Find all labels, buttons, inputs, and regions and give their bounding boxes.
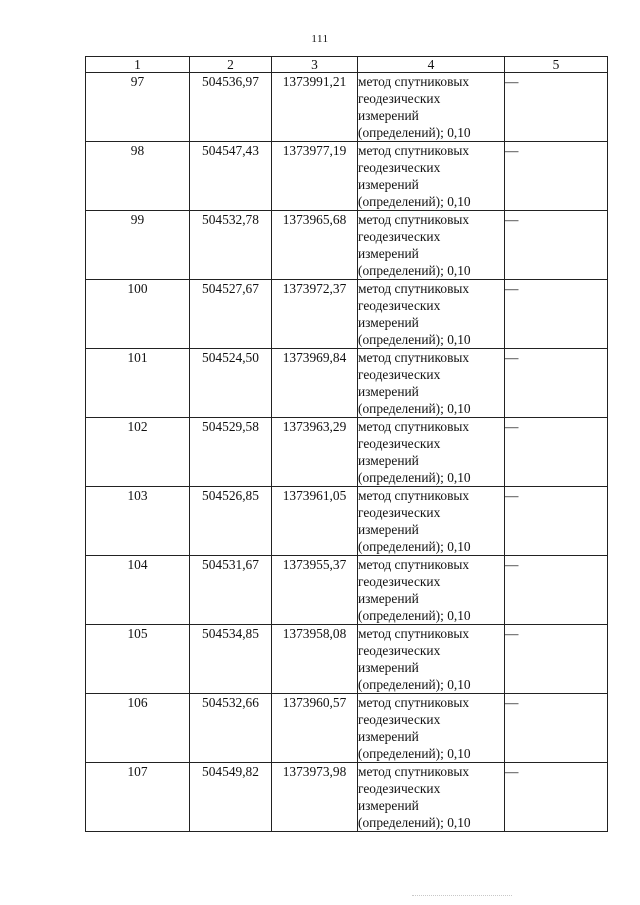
x-coordinate-cell: 504527,67	[190, 280, 272, 349]
table-row	[86, 73, 608, 142]
table-row	[86, 556, 608, 625]
column-5-cell: —	[505, 418, 608, 487]
x-coordinate-cell: 504534,85	[190, 625, 272, 694]
method-accuracy-cell: метод спутниковых геодезических измерений (определений); 0,10	[358, 763, 505, 832]
column-5-cell: —	[505, 349, 608, 418]
table-row	[86, 625, 608, 694]
y-coordinate-cell: 1373977,19	[272, 142, 358, 211]
point-number-cell: 102	[86, 418, 190, 487]
header-col-5: 5	[505, 57, 608, 73]
column-5-cell: —	[505, 280, 608, 349]
table-row	[86, 280, 608, 349]
method-accuracy-cell: метод спутниковых геодезических измерений (определений); 0,10	[358, 556, 505, 625]
x-coordinate-cell: 504547,43	[190, 142, 272, 211]
page-number: 111	[311, 33, 329, 45]
y-coordinate-cell: 1373961,05	[272, 487, 358, 556]
method-accuracy-cell: метод спутниковых геодезических измерений (определений); 0,10	[358, 694, 505, 763]
header-col-3: 3	[272, 57, 358, 73]
method-accuracy-cell: метод спутниковых геодезических измерений (определений); 0,10	[358, 349, 505, 418]
y-coordinate-cell: 1373960,57	[272, 694, 358, 763]
column-5-cell: —	[505, 556, 608, 625]
table-row	[86, 763, 608, 832]
header-row	[86, 57, 608, 73]
coordinates-table	[85, 56, 608, 832]
column-5-cell: —	[505, 487, 608, 556]
table-row	[86, 418, 608, 487]
y-coordinate-cell: 1373958,08	[272, 625, 358, 694]
method-accuracy-cell: метод спутниковых геодезических измерений (определений); 0,10	[358, 280, 505, 349]
table-row	[86, 142, 608, 211]
point-number-cell: 98	[86, 142, 190, 211]
table-body	[86, 73, 608, 832]
header-col-1: 1	[86, 57, 190, 73]
point-number-cell: 106	[86, 694, 190, 763]
point-number-cell: 104	[86, 556, 190, 625]
x-coordinate-cell: 504532,66	[190, 694, 272, 763]
point-number-cell: 99	[86, 211, 190, 280]
header-col-2: 2	[190, 57, 272, 73]
table-row	[86, 349, 608, 418]
method-accuracy-cell: метод спутниковых геодезических измерений (определений); 0,10	[358, 211, 505, 280]
column-5-cell: —	[505, 142, 608, 211]
x-coordinate-cell: 504529,58	[190, 418, 272, 487]
scan-artifact	[412, 895, 512, 900]
column-5-cell: —	[505, 625, 608, 694]
method-accuracy-cell: метод спутниковых геодезических измерений (определений); 0,10	[358, 625, 505, 694]
x-coordinate-cell: 504549,82	[190, 763, 272, 832]
x-coordinate-cell: 504526,85	[190, 487, 272, 556]
x-coordinate-cell: 504531,67	[190, 556, 272, 625]
y-coordinate-cell: 1373973,98	[272, 763, 358, 832]
method-accuracy-cell: метод спутниковых геодезических измерений (определений); 0,10	[358, 418, 505, 487]
table-row	[86, 487, 608, 556]
point-number-cell: 100	[86, 280, 190, 349]
column-5-cell: —	[505, 73, 608, 142]
y-coordinate-cell: 1373972,37	[272, 280, 358, 349]
header-col-4: 4	[358, 57, 505, 73]
point-number-cell: 103	[86, 487, 190, 556]
y-coordinate-cell: 1373991,21	[272, 73, 358, 142]
method-accuracy-cell: метод спутниковых геодезических измерений (определений); 0,10	[358, 142, 505, 211]
table-row	[86, 211, 608, 280]
y-coordinate-cell: 1373963,29	[272, 418, 358, 487]
table-row	[86, 694, 608, 763]
method-accuracy-cell: метод спутниковых геодезических измерений (определений); 0,10	[358, 487, 505, 556]
y-coordinate-cell: 1373955,37	[272, 556, 358, 625]
x-coordinate-cell: 504524,50	[190, 349, 272, 418]
x-coordinate-cell: 504532,78	[190, 211, 272, 280]
column-5-cell: —	[505, 763, 608, 832]
y-coordinate-cell: 1373969,84	[272, 349, 358, 418]
point-number-cell: 105	[86, 625, 190, 694]
column-5-cell: —	[505, 694, 608, 763]
point-number-cell: 107	[86, 763, 190, 832]
column-5-cell: —	[505, 211, 608, 280]
y-coordinate-cell: 1373965,68	[272, 211, 358, 280]
method-accuracy-cell: метод спутниковых геодезических измерений (определений); 0,10	[358, 73, 505, 142]
point-number-cell: 101	[86, 349, 190, 418]
x-coordinate-cell: 504536,97	[190, 73, 272, 142]
point-number-cell: 97	[86, 73, 190, 142]
